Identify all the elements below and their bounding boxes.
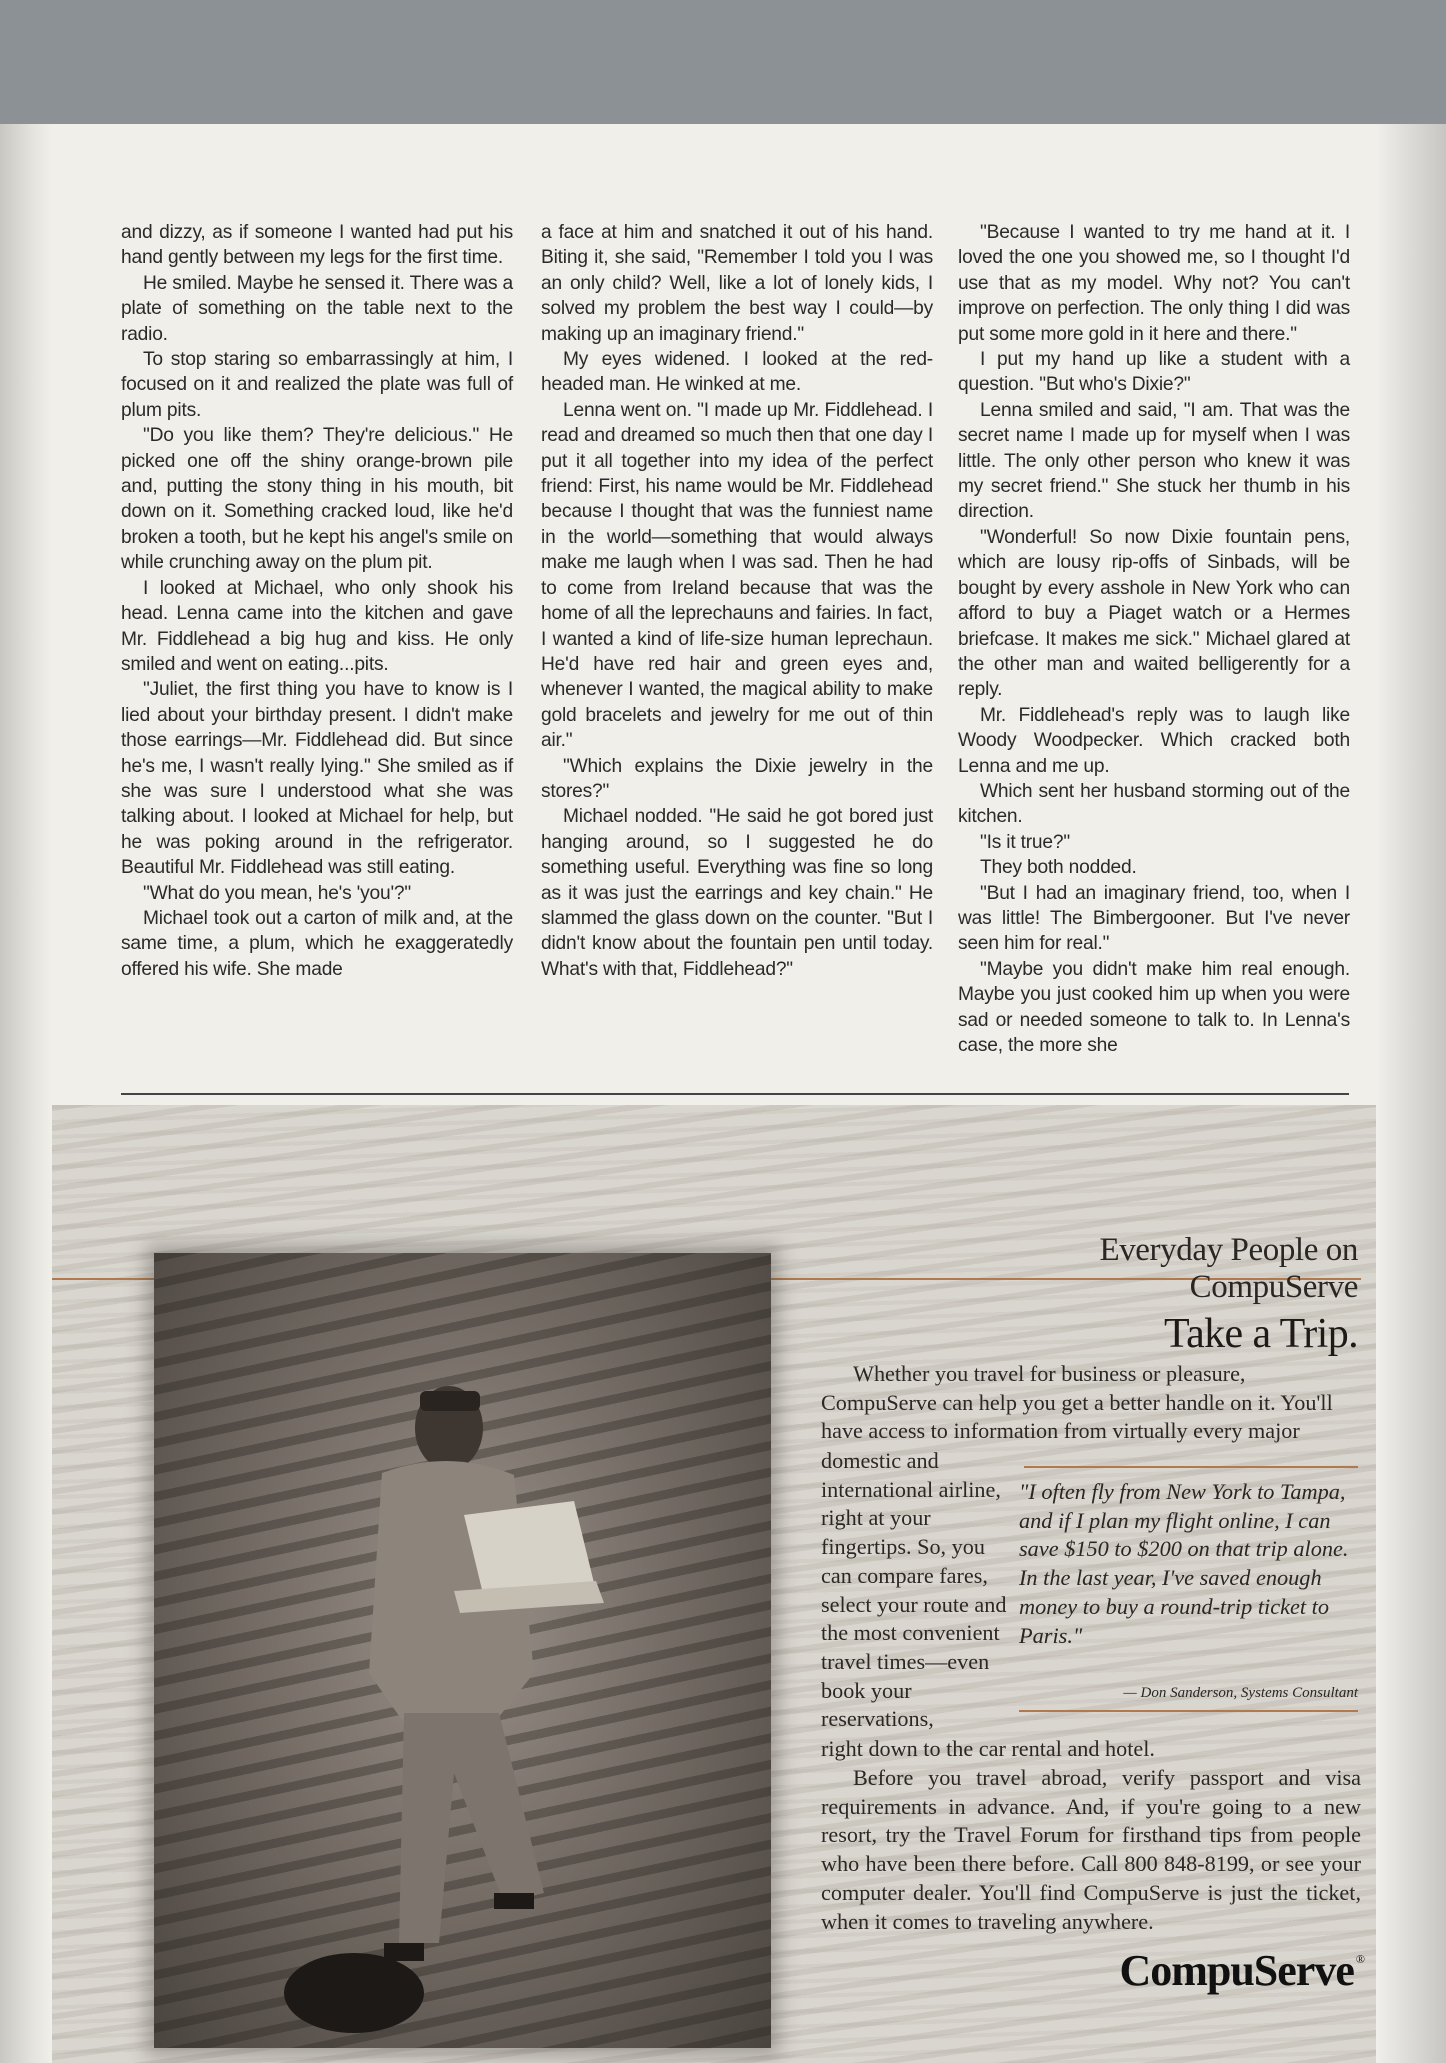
- story-paragraph: "What do you mean, he's 'you'?": [143, 882, 411, 904]
- compuserve-logo: [1020, 1945, 1364, 1996]
- story-paragraph: Lenna smiled and said, "I am. That was the secret name I made up for myself when I was little. The only other person who knew it was my secret friend." She stuck her thumb in his direction.: [958, 399, 1350, 523]
- story-paragraph: "Juliet, the first thing you have to know is I lied about your birthday present. I didn't make those earrings—Mr. Fiddlehead did. But since he's me, I wasn't really lying." She smiled as if she was sure I understood what she was talking about. I looked at Michael for help, but he was poking around in the refrigerator. Beautiful Mr. Fiddlehead was still eating.: [121, 679, 513, 879]
- ad-body-final-text: Before you travel abroad, verify passport and visa requirements in advance. And, if you're going to a new resort, try the Travel Forum for firsthand tips from people who have been there before. Call 800 848-8199, or see your computer dealer. You'll find CompuServe is just the ticket, when it comes to traveling anywhere.: [821, 1765, 1361, 1934]
- story-paragraph: "Wonderful! So now Dixie fountain pens, which are lousy rip-offs of Sinbads, will be bought by every asshole in New York who can afford to buy a Piaget watch or a Hermes briefcase. It makes me sick." Michael glared at the other man and waited belligerently for a reply.: [958, 526, 1350, 701]
- page-curl-shadow: [1376, 124, 1446, 2063]
- story-column-1: [121, 220, 513, 982]
- story-paragraph: "Do you like them? They're delicious." He picked one off the shiny orange-brown pile and, putting the stony thing in his mouth, bit down on it. Something cracked loud, like he'd broken a tooth, but he kept his angel's smile on while crunching away on the plum pit.: [121, 425, 513, 574]
- tagline-rule-left: [52, 1278, 154, 1280]
- story-paragraph: Lenna went on. "I made up Mr. Fiddlehead. I read and dreamed so much then that one day I put it all together into my idea of the perfect friend: First, his name would be Mr. Fiddlehead because I thought that was the funniest name in the world—something that would always make me laugh when I was sad. Then he had to come from Ireland because that was the home of all the leprechauns and fairies. In fact, I wanted a kind of life-size human leprechaun. He'd have red hair and green eyes and, whenever I wanted, the magical ability to make gold bracelets and jewelry for me out of thin air.": [541, 399, 933, 752]
- ad-body-final: [821, 1764, 1361, 1936]
- ad-body-intro-text: Whether you travel for business or pleasure, CompuServe can help you get a better handle on it. You'll have access to information from virtually every major: [821, 1361, 1333, 1444]
- story-paragraph: "Is it true?": [980, 831, 1070, 853]
- story-paragraph: and dizzy, as if someone I wanted had put his hand gently between my legs for the first time.: [121, 222, 513, 269]
- story-paragraph: "Because I wanted to try me hand at it. I loved the one you showed me, so I thought I'd use that as my model. Why not? You can't improve on perfection. The only thing I did was put some more gold in it here and there.": [958, 222, 1350, 345]
- quote-rule-top: [1024, 1466, 1358, 1468]
- testimonial-attribution: — Don Sanderson, Systems Consultant: [1123, 1685, 1358, 1701]
- story-paragraph: Which sent her husband storming out of the kitchen.: [958, 780, 1350, 828]
- story-column-2: [541, 220, 933, 982]
- registered-mark: ®: [1355, 1952, 1364, 1966]
- testimonial-quote: "I often fly from New York to Tampa, and if I plan my flight online, I can save $150 to $200 on that trip alone. In the last year, I've saved enough money to buy a round-trip ticket to Paris.": [1019, 1479, 1349, 1648]
- ad-headline: Take a Trip.: [1163, 1311, 1358, 1357]
- ad-body-continue: right down to the car rental and hotel.: [821, 1736, 1155, 1761]
- story-paragraph: They both nodded.: [980, 857, 1137, 879]
- story-paragraph: "But I had an imaginary friend, too, when I was little! The Bimbergooner. But I've never seen him for real.": [958, 882, 1350, 955]
- ad-body-intro: [821, 1360, 1361, 1446]
- story-paragraph: Mr. Fiddlehead's reply was to laugh like Woody Woodpecker. Which cracked both Lenna and me up.: [958, 704, 1350, 777]
- section-divider: [121, 1093, 1349, 1095]
- story-paragraph: I looked at Michael, who only shook his head. Lenna came into the kitchen and gave Mr. Fiddlehead a big hug and kiss. He only smiled and went on eating...pits.: [121, 577, 513, 675]
- ad-tagline: Everyday People on CompuServe: [1099, 1232, 1358, 1305]
- ad-body-narrow: domestic and international airline, right at your fingertips. So, you can compare fares, select your route and the most convenient travel times—even book your reservations,: [821, 1448, 1007, 1732]
- story-paragraph: My eyes widened. I looked at the red-headed man. He winked at me.: [541, 349, 933, 396]
- story-paragraph: "Maybe you didn't make him real enough. Maybe you just cooked him up when you were sad or needed someone to talk to. In Lenna's case, the more she: [958, 958, 1350, 1056]
- story-paragraph: Michael took out a carton of milk and, at the same time, a plum, which he exaggeratedly offered his wife. She made: [121, 907, 513, 980]
- story-paragraph: "Which explains the Dixie jewelry in the stores?": [541, 755, 933, 802]
- story-paragraph: He smiled. Maybe he sensed it. There was a plate of something on the table next to the radio.: [121, 272, 513, 345]
- logo-wordmark: CompuServe: [1119, 1946, 1354, 1995]
- quote-rule-bottom: [1019, 1710, 1358, 1712]
- man-with-laptop-photo: [154, 1253, 771, 2048]
- scan-top-border: [0, 0, 1446, 124]
- photo-silhouette: [154, 1253, 771, 2048]
- story-column-3: [958, 220, 1350, 1058]
- story-paragraph: Michael nodded. "He said he got bored just hanging around, so I suggested he do something useful. Everything was fine so long as it was just the earrings and key chain." He slammed the glass down on the counter. "But I didn't know about the fountain pen until today. What's with that, Fiddlehead?": [541, 806, 933, 980]
- story-paragraph: a face at him and snatched it out of his hand. Biting it, she said, "Remember I told you I was an only child? Well, like a lot of lonely kids, I solved my problem the best way I could—by making up an imaginary friend.": [541, 222, 933, 345]
- story-paragraph: I put my hand up like a student with a question. "But who's Dixie?": [958, 349, 1350, 396]
- story-paragraph: To stop staring so embarrassingly at him, I focused on it and realized the plate was full of plum pits.: [121, 349, 513, 421]
- page-gutter: [0, 124, 52, 2063]
